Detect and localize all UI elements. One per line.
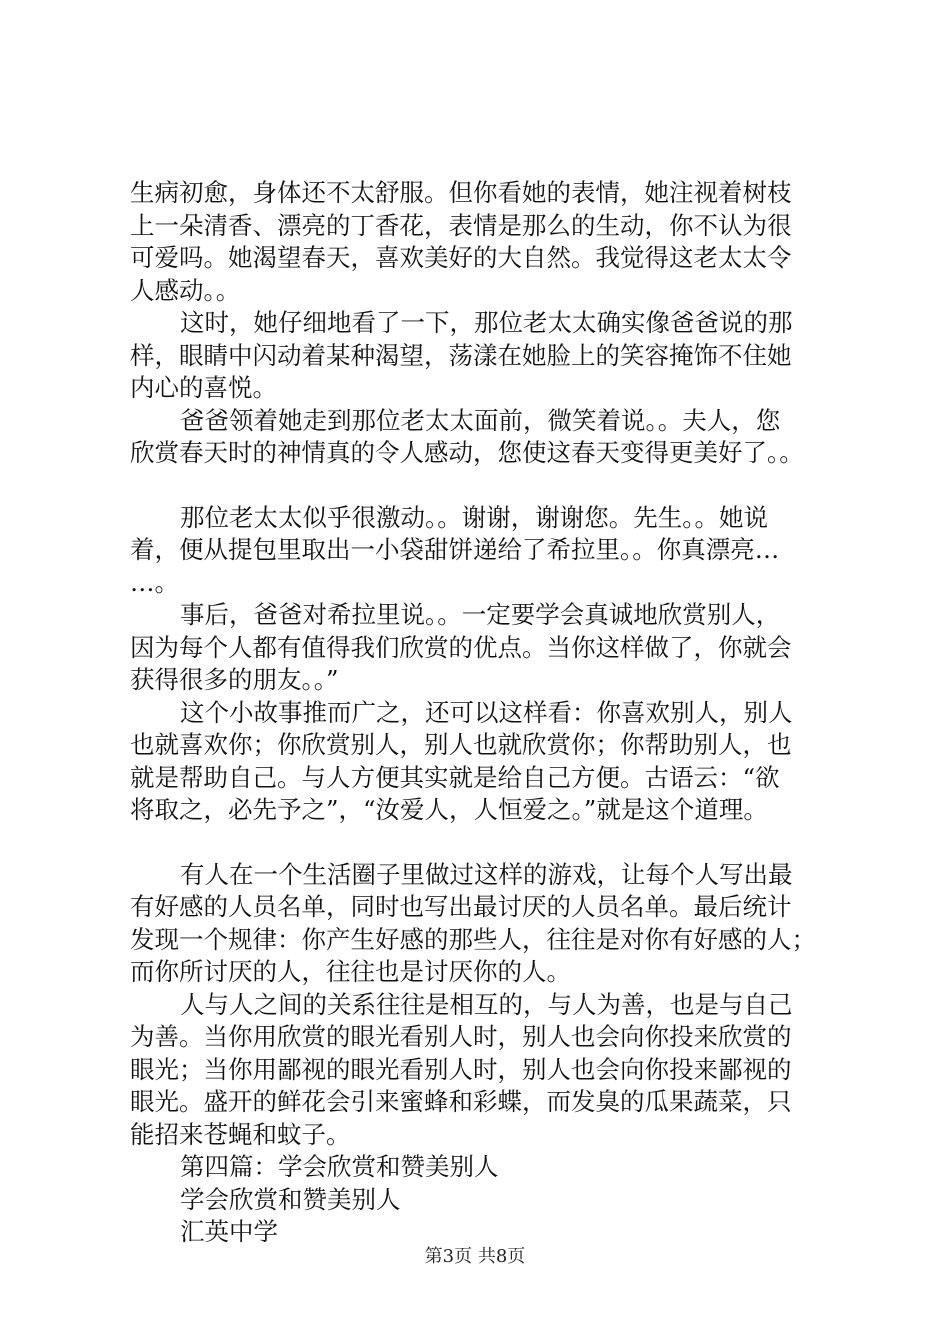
text-line: 欣赏春天时的神情真的令人感动，您使这春天变得更美好了。。 bbox=[130, 438, 804, 467]
article-title: 学会欣赏和赞美别人 bbox=[180, 1184, 401, 1214]
text-line: 为善。当你用欣赏的眼光看别人时，别人也会向你投来欣赏的 bbox=[130, 1022, 792, 1051]
text-line: 内心的喜悦。 bbox=[130, 373, 277, 402]
text-line: 将取之，必先予之”，“汝爱人，人恒爱之。”就是这个道理。 bbox=[130, 795, 768, 824]
text-line: 而你所讨厌的人，往往也是讨厌你的人。 bbox=[130, 957, 571, 986]
text-line: 爸爸领着她走到那位老太太面前，微笑着说。。夫人，您 bbox=[180, 405, 781, 435]
text-line: 能招来苍蝇和蚊子。 bbox=[130, 1119, 351, 1149]
text-line: 这时，她仔细地看了一下，那位老太太确实像爸爸说的那 bbox=[180, 308, 793, 337]
text-line: 有好感的人员名单，同时也写出最讨厌的人员名单。最后统计 bbox=[130, 892, 792, 921]
page-number-footer: 第3页 共8页 bbox=[424, 1246, 526, 1267]
text-line: 那位老太太似乎很激动。。谢谢，谢谢您。先生。。她说 bbox=[180, 502, 768, 532]
blank-line bbox=[130, 470, 830, 502]
section-heading: 第四篇：学会欣赏和赞美别人 bbox=[180, 1152, 499, 1181]
text-line: 生病初愈，身体还不太舒服。但你看她的表情，她注视着树枝 bbox=[130, 178, 792, 207]
text-line: 眼光。盛开的鲜花会引来蜜蜂和彩蝶，而发臭的瓜果蔬菜，只 bbox=[130, 1087, 792, 1116]
text-line: 样，眼睛中闪动着某种渴望，荡漾在她脸上的笑容掩饰不住她 bbox=[130, 340, 792, 370]
text-line: 上一朵清香、漂亮的丁香花，表情是那么的生动，你不认为很 bbox=[130, 210, 792, 240]
author-school: 汇英中学 bbox=[180, 1217, 278, 1246]
text-line: 因为每个人都有值得我们欣赏的优点。当你这样做了，你就会 bbox=[130, 632, 792, 662]
document-body bbox=[130, 177, 830, 1249]
text-line: 事后，爸爸对希拉里说。。一定要学会真诚地欣赏别人， bbox=[180, 600, 781, 629]
text-line: 人感动。。 bbox=[130, 275, 241, 305]
blank-line bbox=[130, 827, 830, 859]
text-line: 可爱吗。她渴望春天，喜欢美好的大自然。我觉得这老太太令 bbox=[130, 243, 792, 272]
text-line: 就是帮助自己。与人方便其实就是给自己方便。古语云：“欲 bbox=[130, 762, 780, 792]
text-line: 着，便从提包里取出一小袋甜饼递给了希拉里。。你真漂亮… bbox=[130, 535, 780, 564]
text-line: …。 bbox=[130, 567, 179, 597]
text-line: 这个小故事推而广之，还可以这样看：你喜欢别人，别人 bbox=[180, 697, 793, 727]
text-line: 人与人之间的关系往往是相互的，与人为善，也是与自己 bbox=[180, 989, 793, 1019]
text-line: 有人在一个生活圈子里做过这样的游戏，让每个人写出最 bbox=[180, 859, 793, 889]
text-line: 获得很多的朋友。。” bbox=[130, 665, 339, 694]
text-line: 眼光；当你用鄙视的眼光看别人时，别人也会向你投来鄙视的 bbox=[130, 1054, 792, 1084]
text-line: 也就喜欢你；你欣赏别人，别人也就欣赏你；你帮助别人，也 bbox=[130, 730, 792, 759]
text-line: 发现一个规律：你产生好感的那些人，往往是对你有好感的人； bbox=[130, 924, 816, 954]
